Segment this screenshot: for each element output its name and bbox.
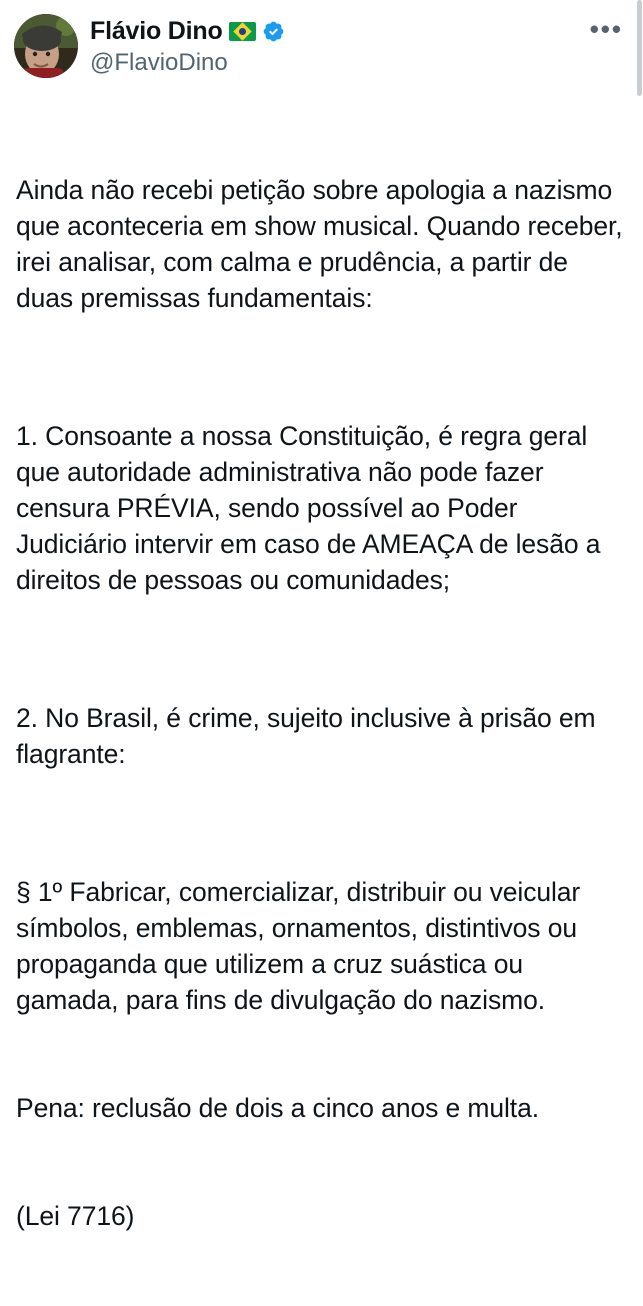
avatar[interactable] [14,14,78,78]
scrollbar[interactable] [636,0,643,1024]
tweet-paragraph: 2. No Brasil, é crime, sujeito inclusive à prisão em flagrante: [16,703,603,769]
scrollbar-thumb[interactable] [637,0,642,96]
brazil-flag-icon [229,22,256,41]
tweet-paragraph: Ainda não recebi petição sobre apologia a nazismo que aconteceria em show musical. Quando receber, irei analisar, com calma e prudência, a partir de duas premissas fundamentais: [16,175,630,313]
tweet-header [14,12,629,84]
display-name: Flávio Dino [90,17,223,45]
tweet-paragraph: § 1º Fabricar, comercializar, distribuir ou veicular símbolos, emblemas, ornamentos, distintivos ou propaganda que utilizem a cruz suástica ou gamada, para fins de divulgação do nazismo. [16,877,588,1015]
tweet-body [14,84,629,1306]
account-handle[interactable]: @FlavioDino [90,48,228,76]
tweet-paragraph: (Lei 7716) [16,1201,135,1231]
tweet-paragraph: 1. Consoante a nossa Constituição, é regra geral que autoridade administrativa não pode fazer censura PRÉVIA, sendo possível ao Poder Judiciário intervir em caso de AMEAÇA de lesão a direitos de pessoas ou comunidades; [16,421,608,595]
name-row [90,18,558,46]
account-identity [90,14,558,76]
more-options-icon[interactable]: ••• [589,14,623,44]
verified-badge-icon [262,20,285,43]
tweet-paragraph: Pena: reclusão de dois a cinco anos e multa. [16,1093,539,1123]
